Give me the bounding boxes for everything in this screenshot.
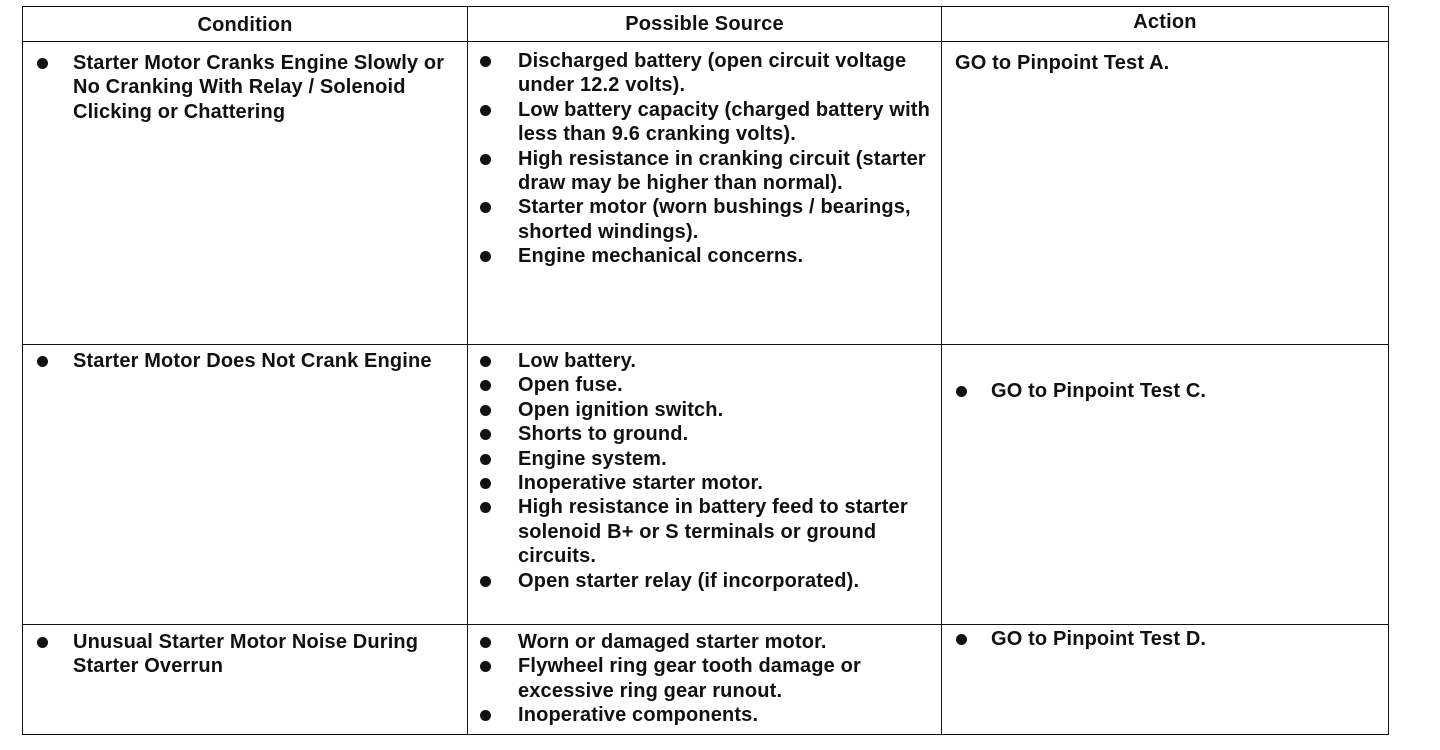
action-text: GO to Pinpoint Test D. [991, 628, 1207, 650]
source-item [468, 373, 941, 397]
source-text: High resistance in battery feed to starter solenoid B+ or S terminals or ground circuits. [518, 496, 908, 568]
bullet-icon [480, 710, 491, 721]
source-text: High resistance in cranking circuit (starter draw may be higher than normal). [518, 147, 926, 195]
source-item [468, 244, 941, 268]
source-item [468, 471, 941, 495]
action-item [942, 379, 1388, 403]
bullet-icon [480, 105, 491, 116]
bullet-icon [480, 154, 491, 165]
source-text: Inoperative components. [518, 704, 759, 727]
bullet-icon [37, 356, 48, 367]
source-text: Engine system. [518, 447, 667, 470]
condition-text: Starter Motor Cranks Engine Slowly or No Cranking With Relay / Solenoid Clicking or Chattering [73, 52, 445, 123]
header-action [942, 7, 1389, 42]
condition-cell [23, 625, 468, 735]
bullet-icon [480, 637, 491, 648]
source-item [468, 398, 941, 422]
source-text: Discharged battery (open circuit voltage under 12.2 volts). [518, 50, 907, 97]
possible-source-cell [468, 42, 942, 345]
condition-item [23, 51, 467, 124]
action-cell [942, 345, 1389, 625]
condition-cell [23, 345, 468, 625]
possible-source-cell [468, 345, 942, 625]
source-text: Open starter relay (if incorporated). [518, 569, 860, 592]
source-text: Inoperative starter motor. [518, 472, 764, 495]
table-row [23, 345, 1389, 625]
source-item [468, 98, 941, 147]
bullet-icon [480, 380, 491, 391]
condition-cell [23, 42, 468, 345]
action-cell [942, 625, 1389, 735]
source-text: Worn or damaged starter motor. [518, 631, 827, 653]
bullet-icon [480, 251, 491, 262]
header-action-label: Action [1133, 11, 1197, 33]
source-item [468, 630, 941, 654]
source-item [468, 195, 941, 244]
source-text: Starter motor (worn bushings / bearings, shorted windings). [518, 196, 911, 243]
table-row [23, 42, 1389, 345]
bullet-icon [480, 202, 491, 213]
bullet-icon [37, 637, 48, 648]
bullet-icon [480, 478, 491, 489]
source-text: Shorts to ground. [518, 423, 689, 446]
action-text: GO to Pinpoint Test A. [955, 52, 1170, 74]
source-item [468, 49, 941, 98]
source-item [468, 495, 941, 568]
source-text: Flywheel ring gear tooth damage or excessive ring gear runout. [518, 655, 861, 702]
table-row [23, 625, 1389, 735]
bullet-icon [956, 634, 967, 645]
source-item [468, 422, 941, 446]
header-condition-label: Condition [197, 14, 293, 36]
bullet-icon [480, 661, 491, 672]
bullet-icon [37, 58, 48, 69]
source-item [468, 654, 941, 703]
header-condition [23, 7, 468, 42]
header-possible-source-label: Possible Source [625, 13, 784, 35]
bullet-icon [480, 429, 491, 440]
bullet-icon [480, 56, 491, 67]
source-item [468, 447, 941, 471]
possible-source-cell [468, 625, 942, 735]
source-text: Low battery. [518, 350, 637, 372]
action-cell [942, 42, 1389, 345]
action-text: GO to Pinpoint Test C. [991, 380, 1207, 402]
source-text: Low battery capacity (charged battery with less than 9.6 cranking volts). [518, 98, 930, 146]
header-possible-source [468, 7, 942, 42]
source-item [468, 569, 941, 593]
condition-text: Starter Motor Does Not Crank Engine [73, 350, 432, 372]
source-text: Engine mechanical concerns. [518, 245, 804, 268]
bullet-icon [480, 454, 491, 465]
symptom-chart-container [22, 6, 1388, 738]
source-item [468, 703, 941, 727]
source-item [468, 147, 941, 196]
condition-item [23, 630, 467, 679]
source-text: Open fuse. [518, 374, 623, 397]
bullet-icon [480, 502, 491, 513]
bullet-icon [480, 576, 491, 587]
header-row [23, 7, 1389, 42]
symptom-chart-table [22, 6, 1389, 735]
condition-item [23, 349, 467, 373]
source-text: Open ignition switch. [518, 398, 724, 421]
bullet-icon [956, 386, 967, 397]
bullet-icon [480, 405, 491, 416]
bullet-icon [480, 356, 491, 367]
source-item [468, 349, 941, 373]
action-item [942, 627, 1388, 651]
condition-text: Unusual Starter Motor Noise During Starter Overrun [73, 631, 419, 678]
